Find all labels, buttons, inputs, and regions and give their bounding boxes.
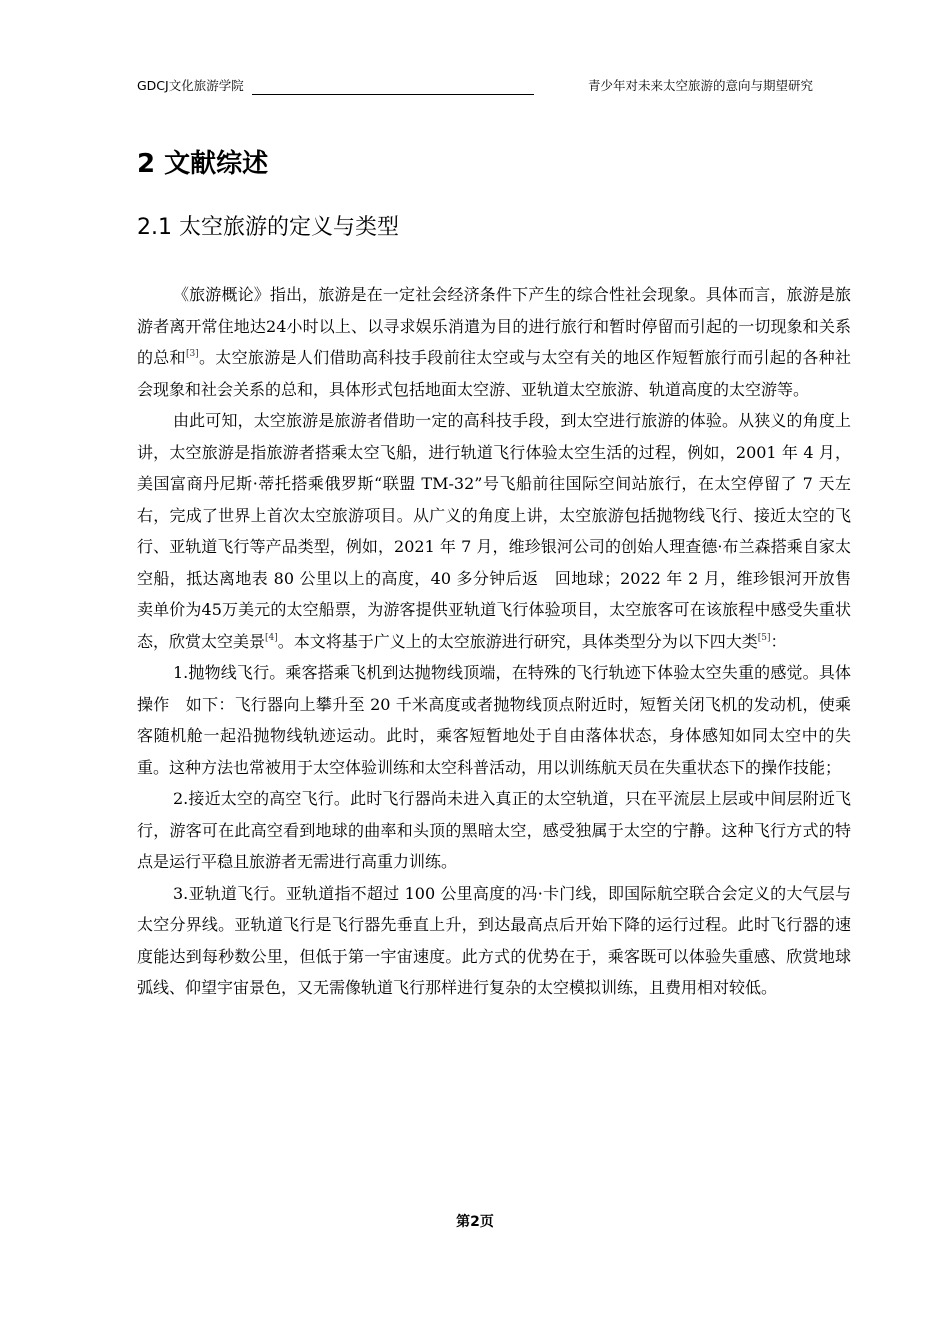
citation-ref: [5]	[757, 632, 771, 643]
body-text	[137, 279, 851, 1004]
list-item-high-altitude-flight: 2.接近太空的高空飞行。此时飞行器尚未进入真正的太空轨道，只在平流层上层或中间层附近飞行，游客可在此高空看到地球的曲率和头顶的黑暗太空，感受独属于太空的宁静。这种飞行方式的特点是运行平稳且旅游者无需进行高重力训练。	[137, 789, 851, 871]
list-item-parabolic-flight: 1.抛物线飞行。乘客搭乘飞机到达抛物线顶端，在特殊的飞行轨迹下体验太空失重的感觉。具体操作 如下：飞行器向上攀升至 20 千米高度或者抛物线顶点附近时，短暂关闭飞机的发动机，使乘客随机舱一起沿抛物线轨迹运动。此时，乘客短暂地处于自由落体状态，身体感知如同太空中的失重。这种方法也常被用于太空体验训练和太空科普活动，用以训练航天员在失重状态下的操作技能；	[137, 663, 851, 777]
citation-ref: [3]	[185, 349, 199, 359]
list-item-suborbital-flight: 3.亚轨道飞行。亚轨道指不超过 100 公里高度的冯·卡门线，即国际航空联合会定义的大气层与太空分界线。亚轨道飞行是飞行器先垂直上升，到达最高点后开始下降的运行过程。此时飞行器的速度能达到每秒数公里，但低于第一宇宙速度。此方式的优势在于，乘客既可以体验失重感、欣赏地球弧线、仰望宇宙景色，又无需像轨道飞行那样进行复杂的太空模拟训练，且费用相对较低。	[137, 883, 851, 997]
section-title: 2.1 太空旅游的定义与类型	[137, 215, 399, 240]
header-thesis-title: 青少年对未来太空旅游的意向与期望研究	[587, 78, 813, 93]
citation-ref: [4]	[265, 632, 278, 643]
page-header	[137, 78, 813, 94]
header-institution: GDCJ文化旅游学院	[137, 78, 244, 93]
header-underline	[252, 94, 534, 95]
page-number: 第2页	[456, 1214, 494, 1230]
chapter-title: 2 文献综述	[137, 149, 269, 179]
paragraph: 由此可知，太空旅游是旅游者借助一定的高科技手段，到太空进行旅游的体验。从狭义的角度上讲，太空旅游是指旅游者搭乘太空飞船，进行轨道飞行体验太空生活的过程，例如，2001 年 4 月，美国富商丹尼斯·蒂托搭乘俄罗斯“联盟 TM-32”号飞船前往国际空间站旅行，在太空停留了 7 天左右，完成了世界上首次太空旅游项目。从广义的角度上讲，太空旅游包括抛物线飞行、接近太空的飞行、亚轨道飞行等产品类型，例如，2021 年 7 月，维珍银河公司的创始人理查德·布兰森搭乘自家太空船，抵达离地表 80 公里以上的高度，40 多分钟后返 回地球；2022 年 2 月，维珍银河开放售卖单价为45万美元的太空船票，为游客提供亚轨道飞行体验项目，太空旅客可在该旅程中感受失重状态，欣赏太空美景[4]。本文将基于广义上的太空旅游进行研究，具体类型分为以下四大类[5]：	[137, 411, 851, 651]
paragraph: 《旅游概论》指出，旅游是在一定社会经济条件下产生的综合性社会现象。具体而言，旅游是旅游者离开常住地达24小时以上、以寻求娱乐消遣为目的进行旅行和暂时停留而引起的一切现象和关系的总和[3]。太空旅游是人们借助高科技手段前往太空或与太空有关的地区作短暂旅行而引起的各种社会现象和社会关系的总和，具体形式包括地面太空游、亚轨道太空旅游、轨道高度的太空游等。	[137, 285, 851, 399]
